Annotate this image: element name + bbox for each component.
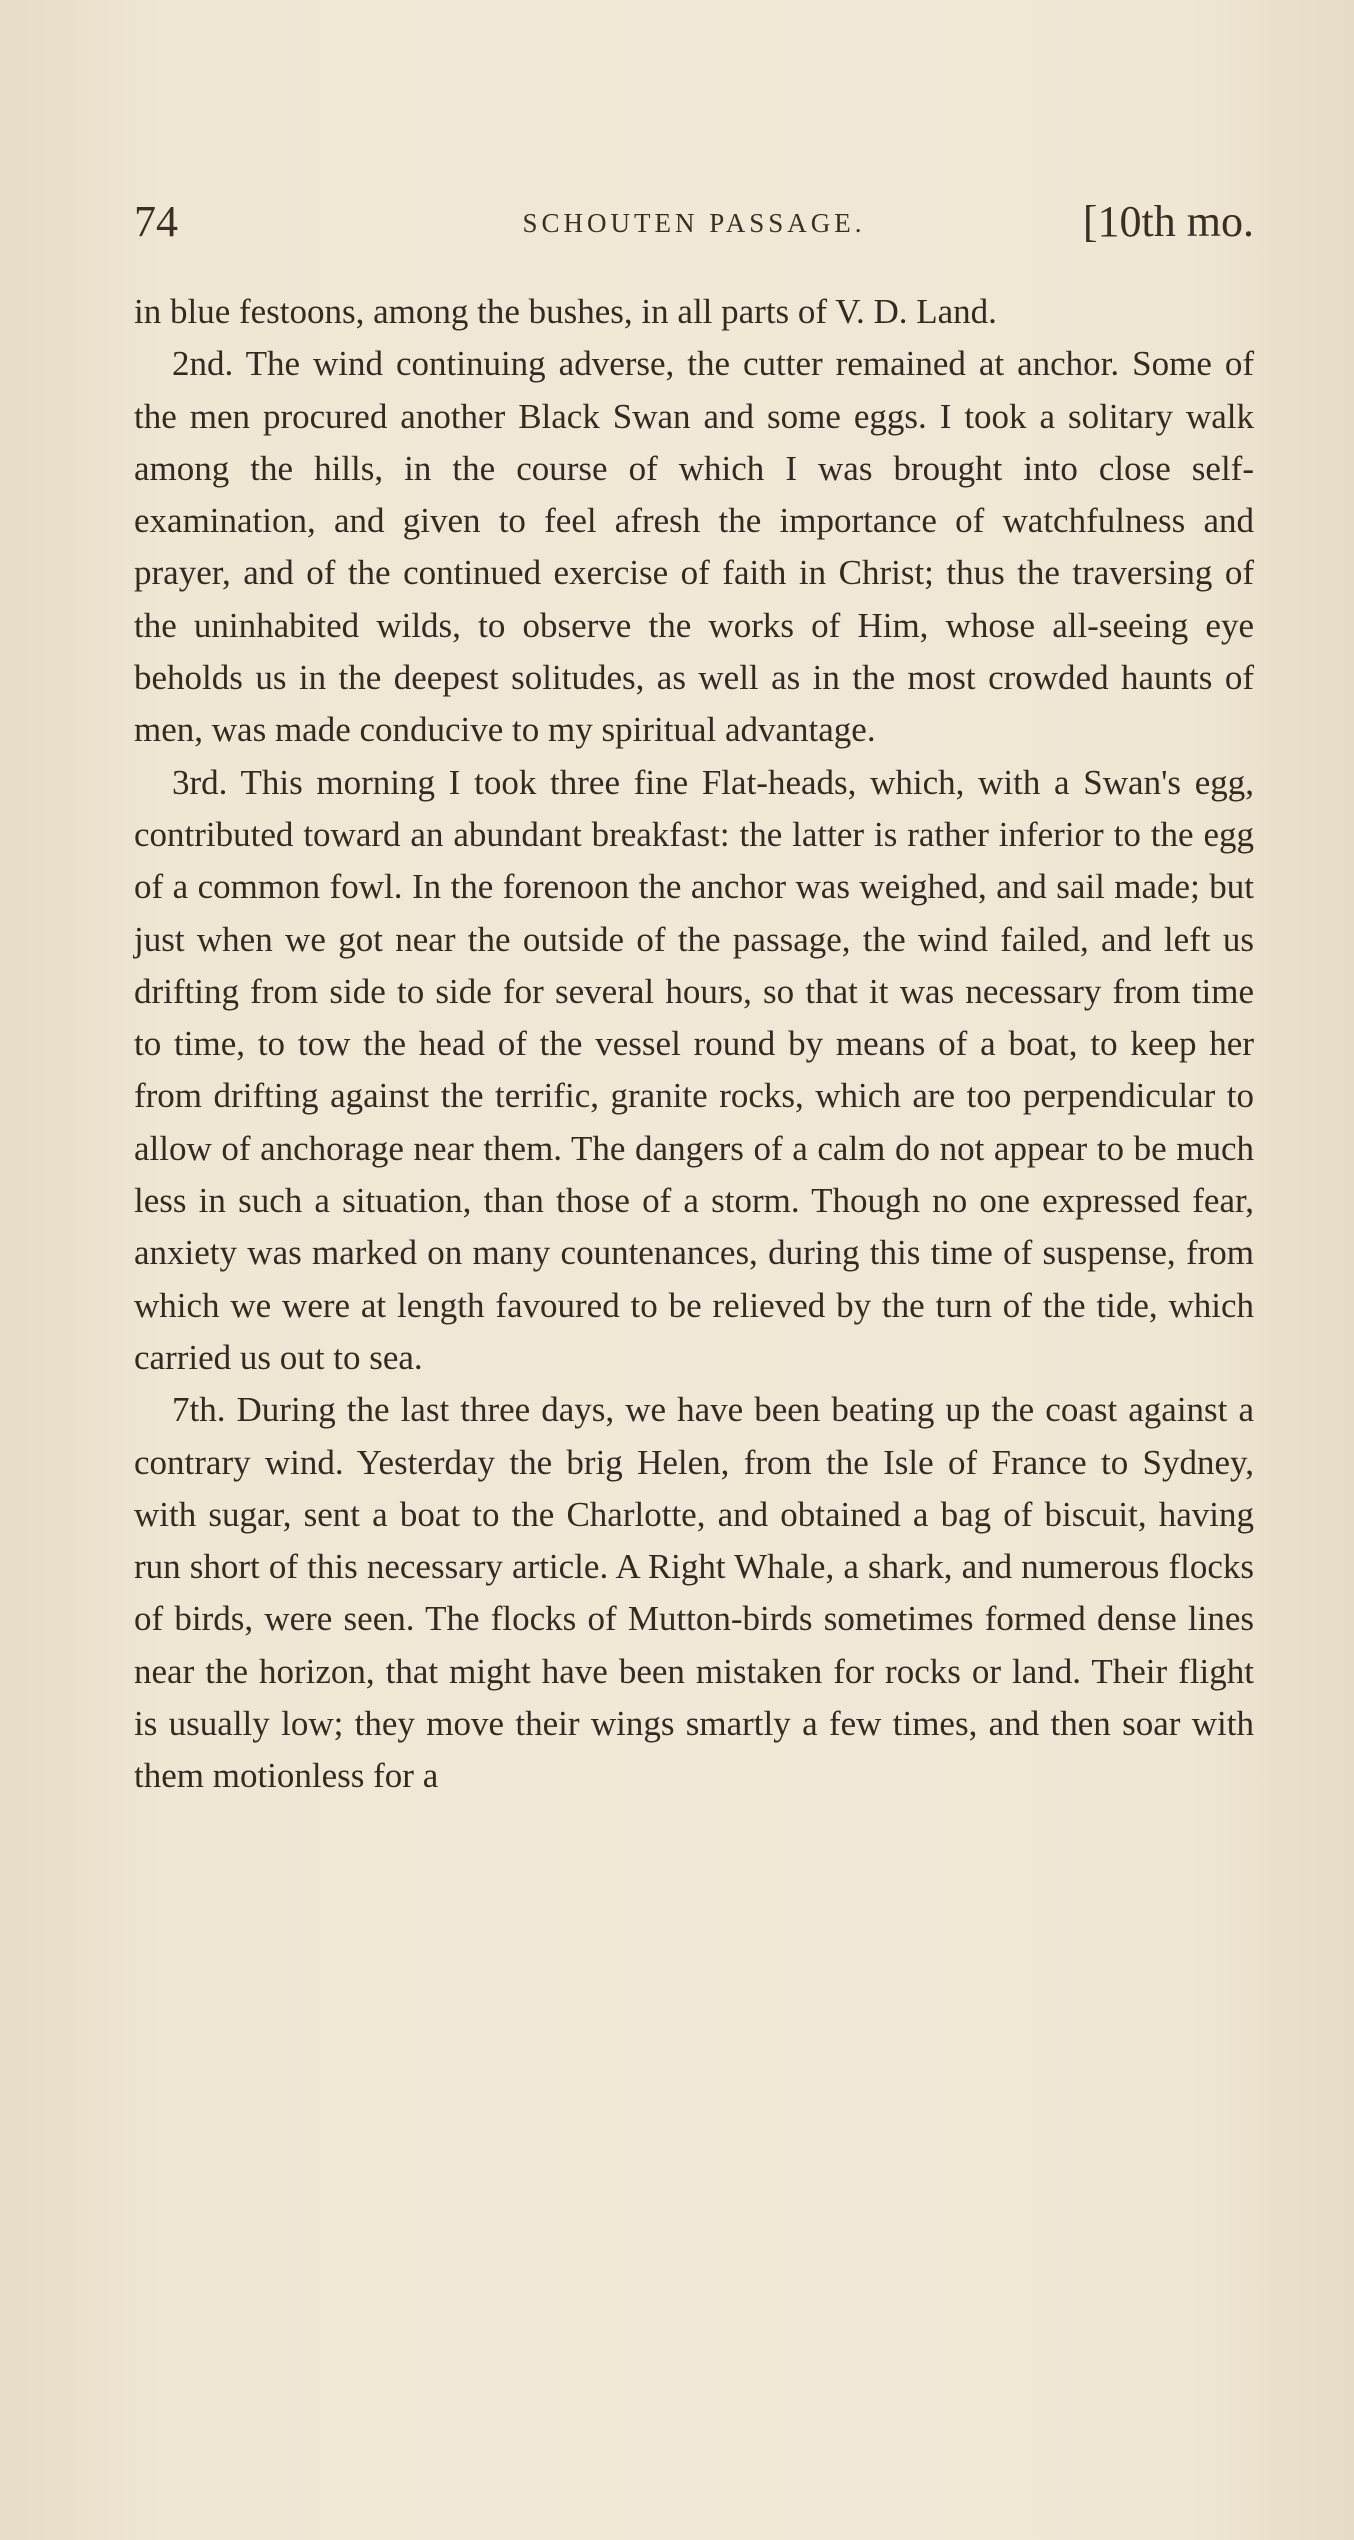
running-title: SCHOUTEN PASSAGE.: [522, 208, 866, 238]
paragraph-continuation: in blue festoons, among the bushes, in all parts of V. D. Land.: [134, 292, 997, 331]
paragraph-2nd: 2nd. The wind continuing adverse, the cutter remained at anchor. Some of the men procured another Black Swan and some eggs. I took a solitary walk among the hills, in the course of which I was brought into close self-examination, and given to feel afresh the importance of watchfulness and prayer, and of the continued exercise of faith in Christ; thus the traversing of the uninhabited wilds, to observe the works of Him, whose all-seeing eye beholds us in the deepest solitudes, as well as in the most crowded haunts of men, was made conducive to my spiritual advantage.: [134, 344, 1254, 750]
paragraph-7th: 7th. During the last three days, we have been beating up the coast against a contrary wind. Yesterday the brig Helen, from the Isle of France to Sydney, with sugar, sent a boat to the Charlotte, and obtained a bag of biscuit, having run short of this necessary article. A Right Whale, a shark, and numerous flocks of birds, were seen. The flocks of Mutton-birds sometimes formed dense lines near the horizon, that might have been mistaken for rocks or land. Their flight is usually low; they move their wings smartly a few times, and then soar with them motionless for a: [134, 1390, 1254, 1796]
page-number: 74: [134, 197, 178, 246]
month-marker: [10th mo.: [1082, 197, 1254, 246]
body-text: [134, 286, 1254, 1803]
paragraph-3rd: 3rd. This morning I took three fine Flat-heads, which, with a Swan's egg, contributed toward an abundant breakfast: the latter is rather inferior to the egg of a common fowl. In the forenoon the anchor was weighed, and sail made; but just when we got near the outside of the passage, the wind failed, and left us drifting from side to side for several hours, so that it was necessary from time to time, to tow the head of the vessel round by means of a boat, to keep her from drifting against the terrific, granite rocks, which are too perpendicular to allow of anchorage near them. The dangers of a calm do not appear to be much less in such a situation, than those of a storm. Though no one expressed fear, anxiety was marked on many countenances, during this time of suspense, from which we were at length favoured to be relieved by the turn of the tide, which carried us out to sea.: [134, 762, 1254, 1377]
page-header: [134, 196, 1254, 266]
